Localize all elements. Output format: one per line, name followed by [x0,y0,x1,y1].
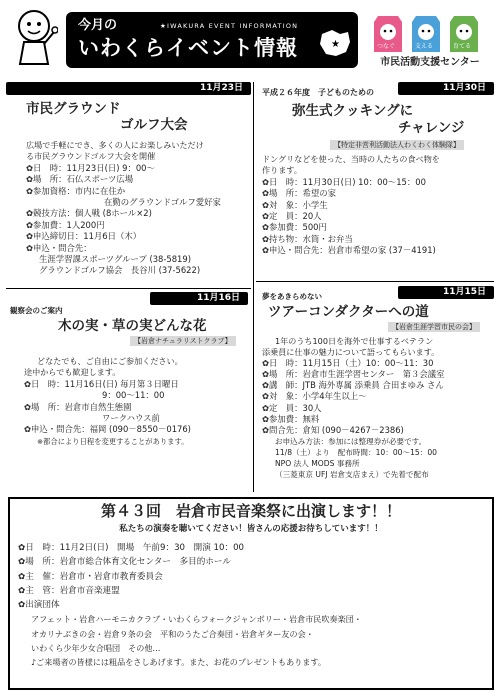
text-line: る市民グラウンドゴルフ大会を開催 [26,151,156,162]
text-line: ✿場 所：岩倉市総合体育文化センター 多目的ホール [18,557,231,568]
text-line: グラウンドゴルフ協会 長谷川 (37-5622) [39,265,201,276]
text-line: ✿申込締切日：11月6日（木） [26,231,142,242]
golf-date: 11月23日 [6,82,251,95]
text-line: ✿日 時：11月2日(日) 開場 午前9：30 開演 10：00 [18,543,245,553]
cooking-pretitle: 平成２６年度 子どものための [262,88,374,97]
text-line: 1年のうち100日を海外で仕事するベテラン [275,336,434,346]
text-line: ✿申込・問合先：福岡 (090－8550－0176) [24,424,191,435]
text-line: ✿申込・問合先： [26,242,92,253]
text-line: ✿対 象：小学生 [262,199,328,210]
text-line: ✿参加費：1人200円 [26,219,105,230]
text-line: オカリナぶきの会・岩倉９条の会 平和のうたご合奏団・岩倉ギター友の会・ [31,628,314,639]
text-line: ✿参加費：無料 [262,413,320,424]
text-line: ✿参加費：500円 [262,222,327,233]
text-line: 途中からでも歓迎します。 [24,367,121,378]
text-line: ✿日 時：11月16日(日) 毎月第３日曜日 [24,378,179,389]
festival-subtitle: 私たちの演奏を聴いてください！皆さんの応援お待ちしています！！ [119,524,383,534]
text-line: ✿日 時：11月15日（土）10：00～11：30 [262,358,434,369]
tour-pretitle: 夢をあきらめない [262,292,322,301]
text-line: ドングリなどを使った、当時の人たちの食べ物を [262,154,440,164]
nature-pretitle: 観察会のご案内 [10,306,63,315]
text-line: ワークハウス前 [102,413,160,424]
page-title: いわくらイベント情報 [78,36,298,60]
text-line: 9：00～11：00 [102,390,165,401]
badge-3: 育てる [453,43,472,50]
cooking-organizer: 【特定非営利活動法人わくわく体験隊】 [330,140,464,150]
text-line: ✿定 員：20人 [262,211,322,222]
tour-organizer: 【岩倉生涯学習市民の会】 [388,322,480,332]
cooking-title-2: チャレンジ [398,120,465,136]
left-divider [6,288,251,289]
festival-title: 第４３回 岩倉市民音楽祭に出演します！！ [100,502,401,520]
text-line: 作ります。 [262,165,302,176]
text-line: ✿申込・問合先：岩倉市希望の家 (37－4191) [262,245,436,256]
text-line: ※都合により日程を変更することがあります。 [37,436,189,446]
center-name: 市民活動支援センター [380,57,480,68]
city-map-icon [318,28,352,58]
text-line: ✿場 所：石仏スポーツ広場 [26,174,134,185]
cooking-body [262,154,440,257]
text-line: ✿出演団体 [18,600,60,611]
cooking-title-1: 弥生式クッキングに [292,103,414,119]
badge-1: つなぐ [377,43,396,50]
tour-date: 11月15日 [398,286,494,299]
title-prefix: 今月の [78,18,118,33]
text-line: ✿場 所：岩倉市自然生態園 [24,401,132,412]
text-line: ✿参加資格：市内に在住か [26,185,126,196]
title-english: ★IWAKURA EVENT INFORMATION [160,22,299,30]
text-line: 生涯学習課スポーツグループ (38-5819) [39,254,191,265]
text-line: 11/8（土）より 配布時間：10：00～15：00 [275,447,438,457]
text-line: ✿主 催：岩倉市・岩倉市教育委員会 [18,571,163,582]
nature-organizer: 【岩倉ナチュラリストクラブ】 [130,336,236,346]
golf-body [26,140,221,277]
right-divider [256,281,494,282]
text-line: ✿講 師：JTB 海外専属 添乗員 合田まゆみ さん [262,380,444,391]
mascot-illustration [10,6,58,68]
page-header [0,0,500,80]
tour-body [262,336,445,480]
text-line: NPO 法人 MODS 事務所 [275,459,360,469]
text-line: ✿対 象：小学4年生以上～ [262,391,367,402]
text-line: アフェット・岩倉ハーモニカクラブ・いわくらフォークジャンボリー・岩倉市民吹奏楽団・ [31,614,362,625]
text-line: ✿競技方法：個人戦 (8ホール×2) [26,208,152,219]
text-line: ✿主 管：岩倉市音楽連盟 [18,585,120,596]
text-line: お申込み方法：参加には整理券が必要です。 [275,436,427,446]
text-line: ✿場 所：希望の家 [262,188,337,199]
text-line: いわくら少年少女合唱団 その他… [31,643,161,654]
text-line: 在勤のグラウンドゴルフ愛好家 [104,197,221,208]
golf-title-2: ゴルフ大会 [120,117,188,133]
nature-title: 木の実・草の実どんな花 [58,318,207,334]
badge-2: 支える [415,43,434,50]
text-line: （三菱東京 UFJ 岩倉支店まえ）で先着で配布 [275,470,429,480]
column-divider [253,82,254,492]
nature-date: 11月16日 [150,292,248,305]
star-mark: ★ [331,39,340,50]
golf-title-1: 市民グラウンド [26,101,121,117]
text-line: ✿定 員：30人 [262,402,322,413]
nature-body [24,356,191,447]
festival-body [18,541,362,670]
cooking-date: 11月30日 [398,82,494,95]
text-line: ♪ご来場者の皆様には粗品をさしあげます。また、お花のプレゼントもあります。 [31,657,326,668]
text-line: ✿持ち物：水筒・お弁当 [262,233,353,244]
text-line: どなたでも、ご自由にご参加ください。 [37,356,183,366]
text-line: ✿場 所：岩倉市生涯学習センター 第３会議室 [262,369,445,380]
text-line: ✿問合先：倉知 (090－4267－2386) [262,424,404,435]
text-line: ✿日 時：11月30日(日) 10：00～15：00 [262,176,426,187]
text-line: 添乗員に仕事の魅力について語ってもらいます。 [262,347,440,358]
text-line: ✿日 時：11月23日(日) 9：00～ [26,162,155,173]
text-line: 広場で手軽にでき、多くの人にお楽しみいただけ [26,140,204,150]
tour-title: ツアーコンダクターへの道 [268,304,429,320]
